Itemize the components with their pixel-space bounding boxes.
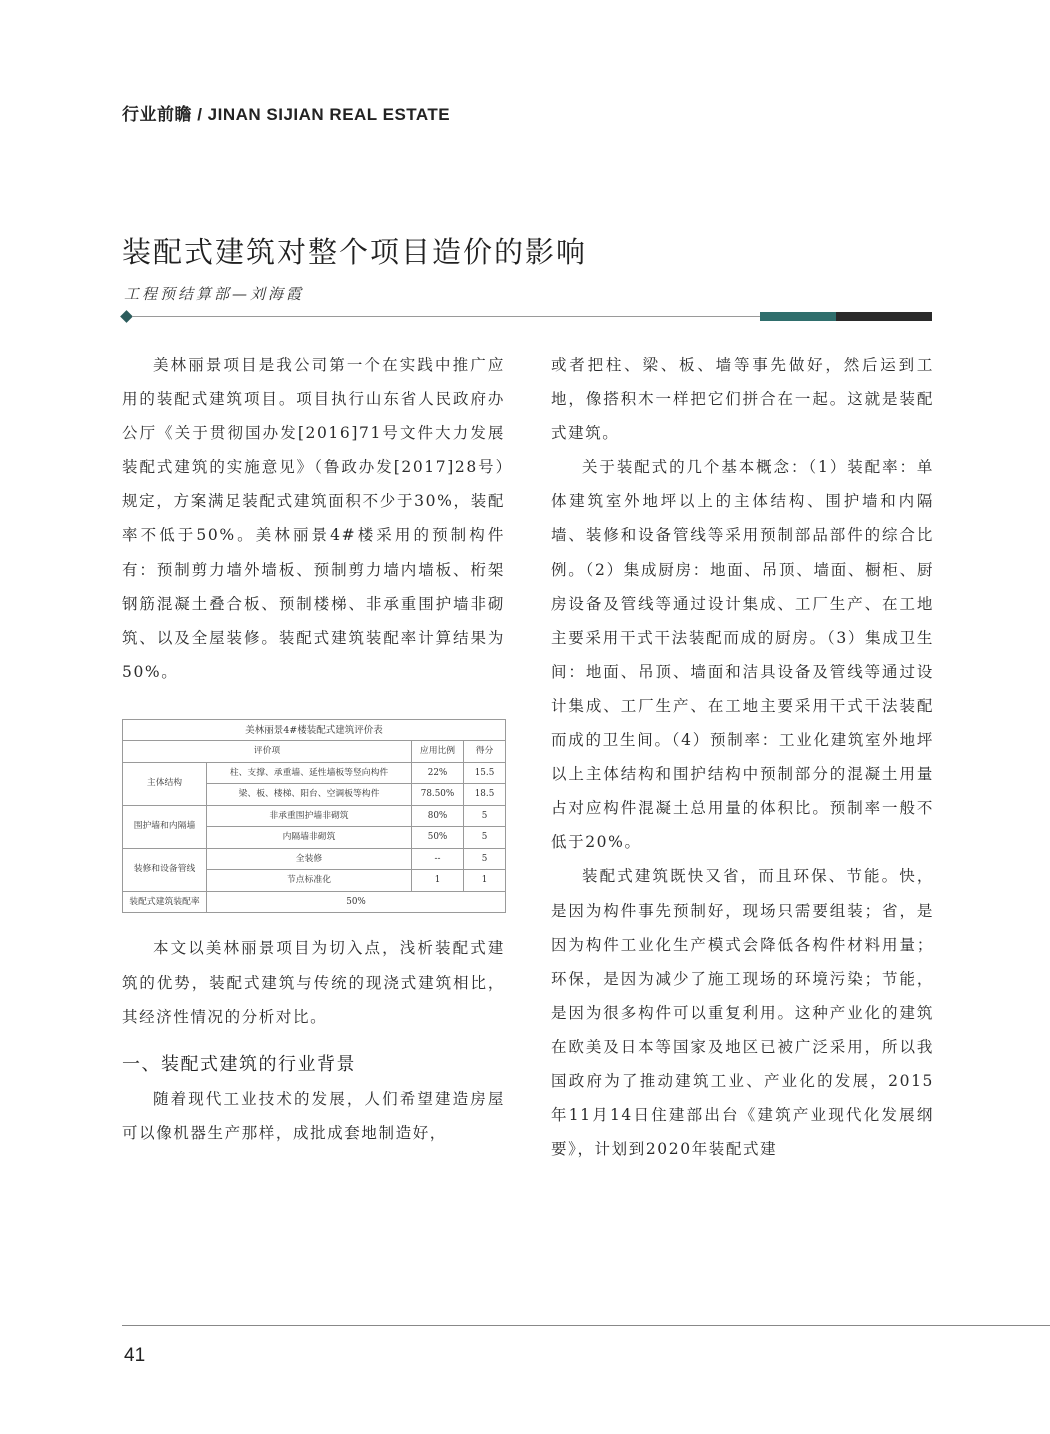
rule-accent-teal xyxy=(760,312,836,321)
table-score-cell: 5 xyxy=(464,848,506,870)
right-column xyxy=(551,348,934,1166)
table-row xyxy=(123,762,506,784)
table-row xyxy=(123,848,506,870)
table-score-cell: 5 xyxy=(464,805,506,827)
table-ratio-cell: 50% xyxy=(412,827,464,849)
table-ratio-cell: 78.50% xyxy=(412,784,464,806)
table-ratio-cell: 22% xyxy=(412,762,464,784)
table-total-label: 装配式建筑装配率 xyxy=(123,891,207,913)
table-header-row xyxy=(123,741,506,763)
table-total-row xyxy=(123,891,506,913)
right-paragraph-1: 或者把柱、梁、板、墙等事先做好，然后运到工地，像搭积木一样把它们拼合在一起。这就是装配式建筑。 xyxy=(551,356,934,443)
table-ratio-cell: 80% xyxy=(412,805,464,827)
table-item-cell: 全装修 xyxy=(207,848,412,870)
left-column xyxy=(122,348,505,1150)
section-header: 行业前瞻 / JINAN SIJIAN REAL ESTATE xyxy=(122,105,451,124)
article-author: 工程预结算部—刘海霞 xyxy=(124,285,305,303)
table-header-cell: 应用比例 xyxy=(412,741,464,763)
table-category-cell: 装修和设备管线 xyxy=(123,848,207,891)
table-header-cell: 得分 xyxy=(464,741,506,763)
rule-diamond-ornament xyxy=(120,310,133,323)
table-item-cell: 节点标准化 xyxy=(207,870,412,892)
table-row xyxy=(123,805,506,827)
footer-rule xyxy=(122,1325,1050,1326)
table-score-cell: 1 xyxy=(464,870,506,892)
evaluation-table xyxy=(122,719,506,914)
table-item-cell: 柱、支撑、承重墙、延性墙板等竖向构件 xyxy=(207,762,412,784)
table-caption: 美林丽景4#楼装配式建筑评价表 xyxy=(123,719,506,741)
table-category-cell: 主体结构 xyxy=(123,762,207,805)
article-title: 装配式建筑对整个项目造价的影响 xyxy=(122,235,588,269)
table-header-cell: 评价项 xyxy=(123,741,412,763)
table-total-value: 50% xyxy=(207,891,506,913)
title-rule xyxy=(132,316,760,317)
table-score-cell: 18.5 xyxy=(464,784,506,806)
table-item-cell: 梁、板、楼梯、阳台、空调板等构件 xyxy=(207,784,412,806)
page-number: 41 xyxy=(124,1345,146,1366)
left-paragraph-3: 随着现代工业技术的发展，人们希望建造房屋可以像机器生产那样，成批成套地制造好， xyxy=(122,1089,505,1142)
left-paragraph-1: 美林丽景项目是我公司第一个在实践中推广应用的装配式建筑项目。项目执行山东省人民政府办公厅《关于贯彻国办发[2016]71号文件大力发展装配式建筑的实施意见》（鲁政办发[2017]28号）规定，方案满足装配式建筑面积不少于30%，装配率不低于50%。美林丽景4#楼采用的预制构件有：预制剪力墙外墙板、预制剪力墙内墙板、桁架钢筋混凝土叠合板、预制楼梯、非承重围护墙非砌筑、以及全屋装修。装配式建筑装配率计算结果为50%。 xyxy=(122,356,505,681)
section-heading-1: 一、装配式建筑的行业背景 xyxy=(122,1053,356,1075)
table-ratio-cell: 1 xyxy=(412,870,464,892)
right-paragraph-2: 关于装配式的几个基本概念：（1）装配率：单体建筑室外地坪以上的主体结构、围护墙和内隔墙、装修和设备管线等采用预制部品部件的综合比例。（2）集成厨房：地面、吊顶、墙面、橱柜、厨房设备及管线等通过设计集成、工厂生产、在工地主要采用干式干法装配而成的厨房。（3）集成卫生间：地面、吊顶、墙面和洁具设备及管线等通过设计集成、工厂生产、在工地主要采用干式干法装配而成的卫生间。（4）预制率：工业化建筑室外地坪以上主体结构和围护结构中预制部分的混凝土用量占对应构件混凝土总用量的体积比。预制率一般不低于20%。 xyxy=(551,458,934,852)
table-score-cell: 15.5 xyxy=(464,762,506,784)
right-paragraph-3: 装配式建筑既快又省，而且环保、节能。快，是因为构件事先预制好，现场只需要组装；省，是因为构件工业化生产模式会降低各构件材料用量；环保，是因为减少了施工现场的环境污染；节能，是因为很多构件可以重复利用。这种产业化的建筑在欧美及日本等国家及地区已被广泛采用，所以我国政府为了推动建筑工业、产业化的发展，2015年11月14日住建部出台《建筑产业现代化发展纲要》，计划到2020年装配式建 xyxy=(551,867,934,1159)
table-category-cell: 围护墙和内隔墙 xyxy=(123,805,207,848)
table-ratio-cell: -- xyxy=(412,848,464,870)
left-paragraph-2: 本文以美林丽景项目为切入点，浅析装配式建筑的优势，装配式建筑与传统的现浇式建筑相比，其经济性情况的分析对比。 xyxy=(122,939,505,1026)
table-item-cell: 内隔墙非砌筑 xyxy=(207,827,412,849)
table-item-cell: 非承重围护墙非砌筑 xyxy=(207,805,412,827)
rule-accent-dark xyxy=(836,312,932,321)
table-score-cell: 5 xyxy=(464,827,506,849)
